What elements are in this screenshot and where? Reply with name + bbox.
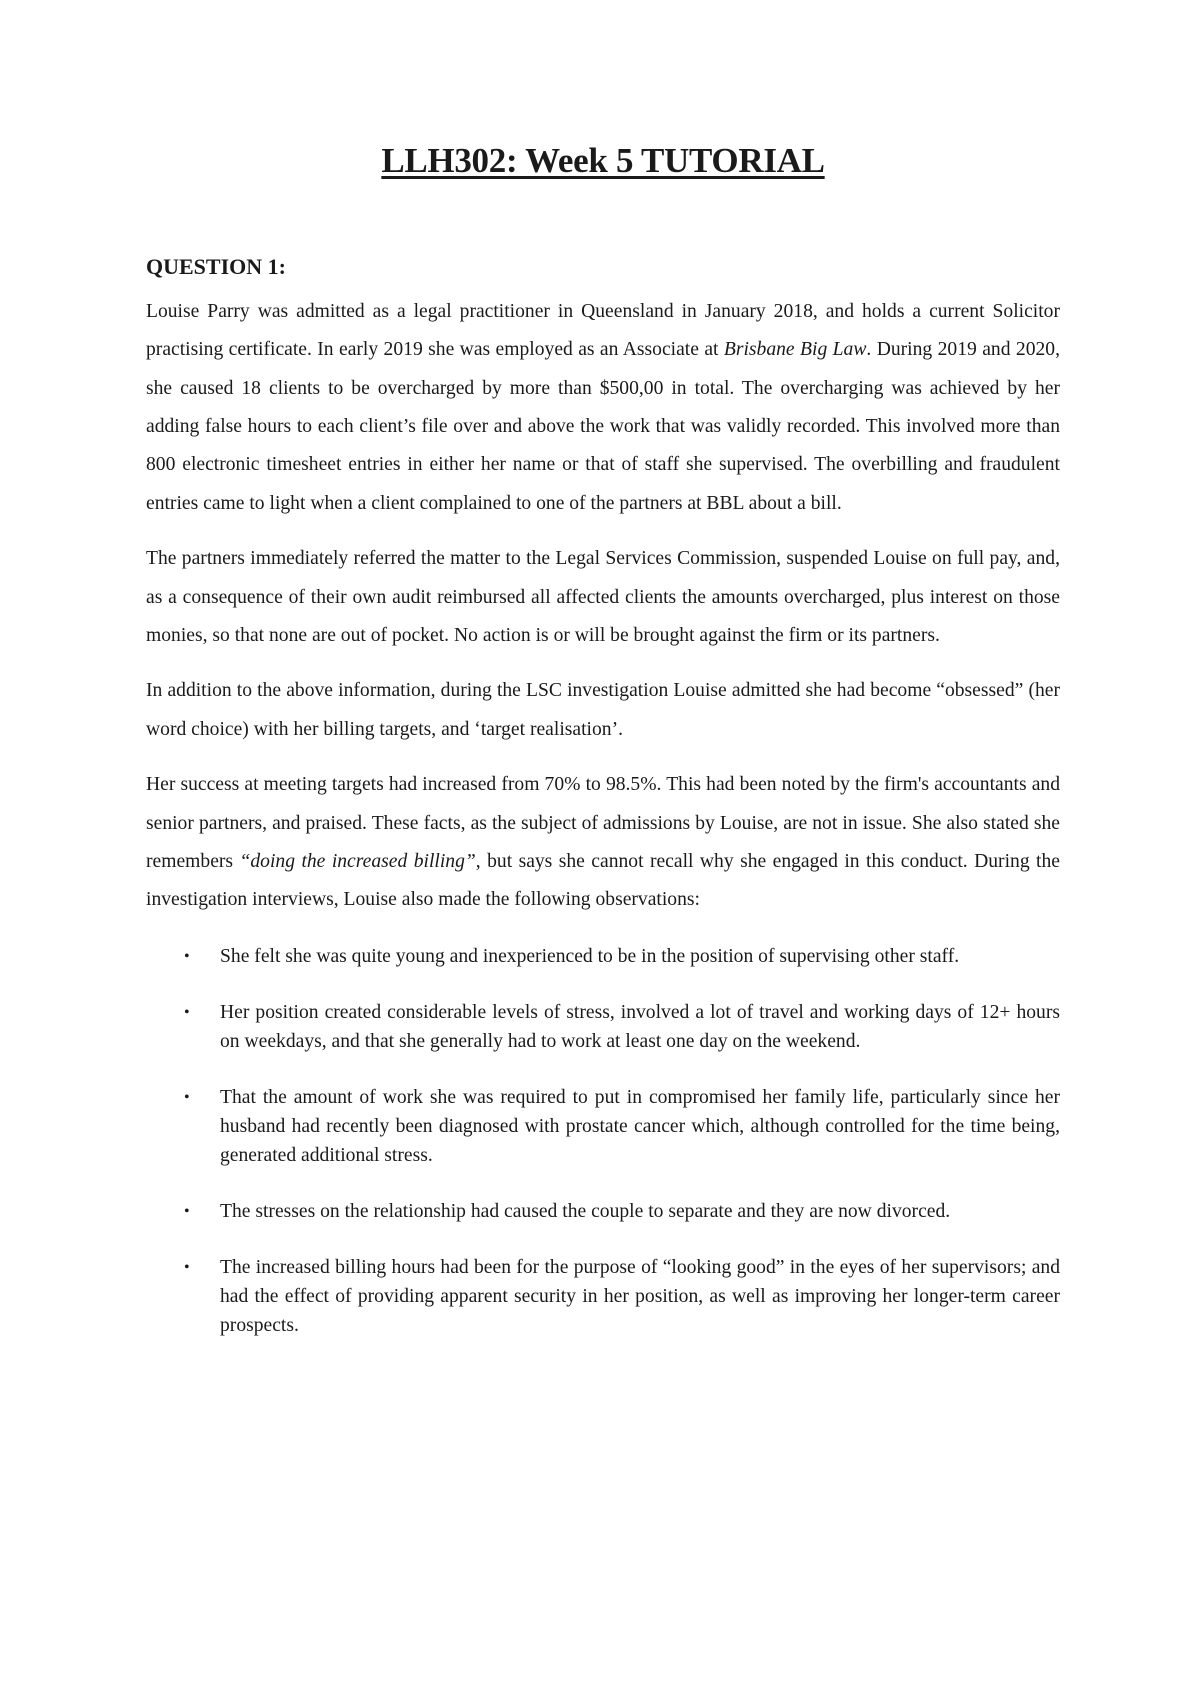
bullet-icon: • xyxy=(184,1258,190,1276)
quoted-statement: “doing the increased billing” xyxy=(239,851,476,873)
list-item-text: That the amount of work she was required to put in compromised her family life, particularly since her husband had recently been diagnosed with prostate cancer which, although controlled for the time being, generated additional stress. xyxy=(220,1086,1060,1166)
list-item-text: Her position created considerable levels of stress, involved a lot of travel and working days of 12+ hours on weekdays, and that she generally had to work at least one day on the weekend. xyxy=(220,1001,1060,1052)
list-item-text: The increased billing hours had been for the purpose of “looking good” in the eyes of her supervisors; and had the effect of providing apparent security in her position, as well as improving her longer-term career prospects. xyxy=(220,1256,1060,1336)
bullet-icon: • xyxy=(184,1202,190,1220)
document-title: LLH302: Week 5 TUTORIAL xyxy=(381,141,825,180)
paragraph-text: . During 2019 and 2020, she caused 18 clients to be overcharged by more than $500,00 in total. The overcharging was achieved by her adding false hours to each client’s file over and above the work that was validly recorded. This involved more than 800 electronic timesheet entries in either her name or that of staff she supervised. The overbilling and fraudulent entries came to light when a client complained to one of the partners at BBL about a bill. xyxy=(146,339,1060,514)
list-item xyxy=(146,1197,1060,1226)
list-item xyxy=(146,1083,1060,1170)
paragraph-text: Louise Parry was admitted as a legal practitioner in Queensland in January 2018, and holds a current Solicitor practising certificate. In early 2019 she was employed as an Associate at xyxy=(146,300,1060,361)
observations-list xyxy=(146,942,1060,1340)
paragraph-facts xyxy=(146,293,1060,523)
list-item xyxy=(146,998,1060,1056)
firm-name: Brisbane Big Law xyxy=(723,339,867,361)
document-page xyxy=(146,140,1060,1367)
bullet-icon: • xyxy=(184,947,190,965)
paragraph-text: , but says she cannot recall why she engaged in this conduct. During the investigation interviews, Louise also made the following observations: xyxy=(146,851,1060,911)
list-item xyxy=(146,942,1060,971)
bullet-icon: • xyxy=(184,1003,190,1021)
list-item-text: The stresses on the relationship had caused the couple to separate and they are now divorced. xyxy=(220,1200,951,1222)
paragraph-partners: The partners immediately referred the matter to the Legal Services Commission, suspended Louise on full pay, and, as a consequence of their own audit reimbursed all affected clients the amounts overcharged, plus interest on those monies, so that none are out of pocket. No action is or will be brought against the firm or its partners. xyxy=(146,548,1060,647)
paragraph-text: Her success at meeting targets had increased from 70% to 98.5%. This had been noted by the firm's accountants and senior partners, and praised. These facts, as the subject of admissions by Louise, are not in issue. She also stated she remembers xyxy=(146,774,1060,873)
list-item xyxy=(146,1253,1060,1340)
list-item-text: She felt she was quite young and inexperienced to be in the position of supervising other staff. xyxy=(220,945,960,967)
paragraph-investigation: In addition to the above information, during the LSC investigation Louise admitted she had become “obsessed” (her word choice) with her billing targets, and ‘target realisation’. xyxy=(146,680,1060,740)
paragraph-targets xyxy=(146,766,1060,920)
question-heading: QUESTION 1: xyxy=(146,254,286,279)
bullet-icon: • xyxy=(184,1088,190,1106)
